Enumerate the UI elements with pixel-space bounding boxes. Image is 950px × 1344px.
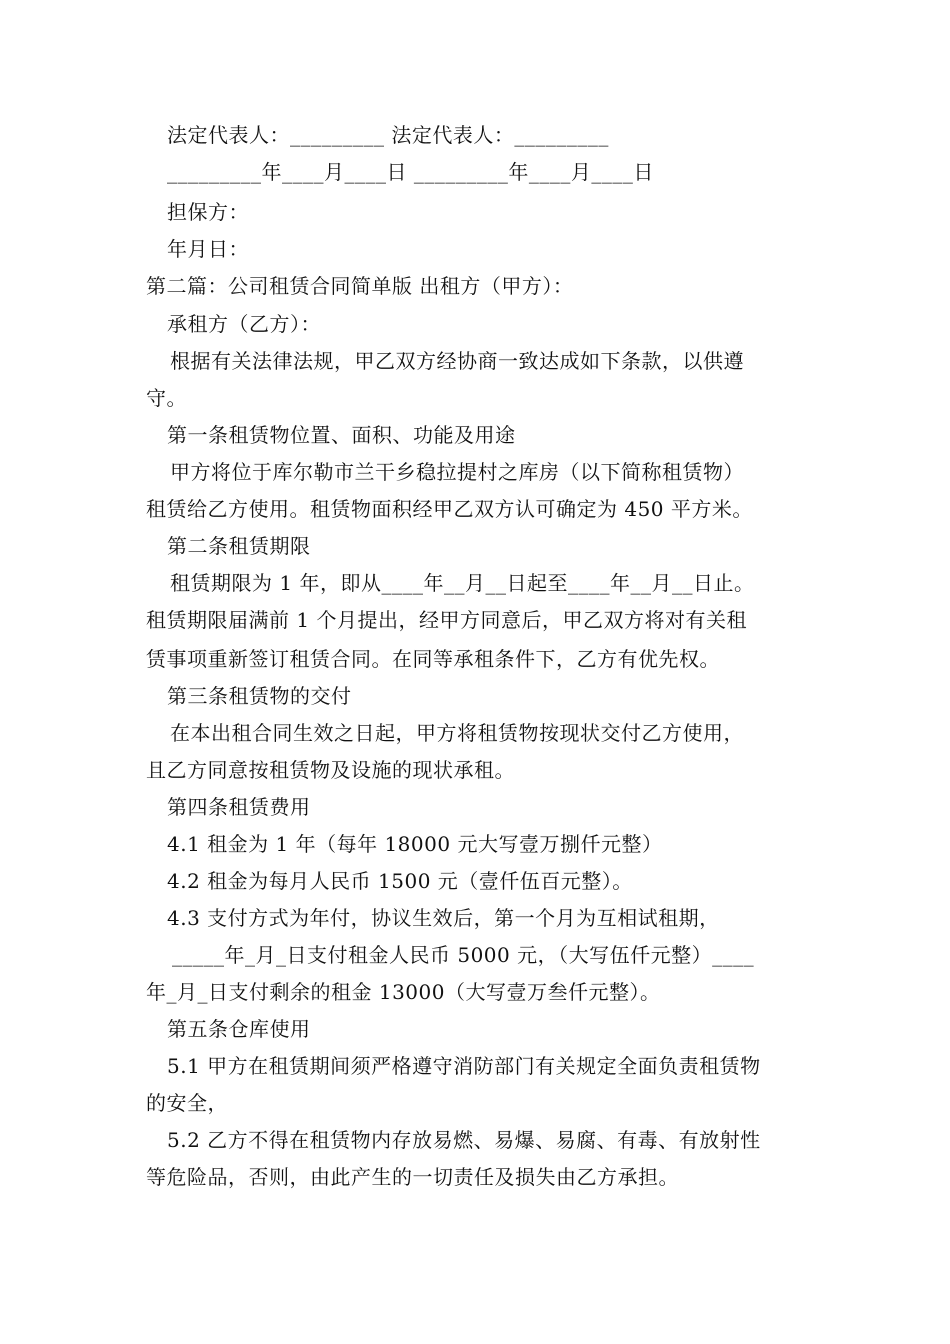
- clause-line: 5.2 乙方不得在租赁物内存放易燃、易爆、易腐、有毒、有放射性: [167, 1128, 761, 1152]
- date-line: _________年____月____日 _________年____月____日: [167, 160, 654, 184]
- paragraph-line: 租赁期限届满前 1 个月提出，经甲方同意后，甲乙双方将对有关租: [146, 608, 747, 632]
- guarantor-line: 担保方：: [167, 200, 249, 224]
- clause-line: 4.1 租金为 1 年（每年 18000 元大写壹万捌仟元整）: [167, 832, 663, 856]
- clause-line: 5.1 甲方在租赁期间须严格遵守消防部门有关规定全面负责租赁物: [167, 1054, 761, 1078]
- paragraph-line: 等危险品，否则，由此产生的一切责任及损失由乙方承担。: [146, 1165, 679, 1189]
- paragraph-line: 根据有关法律法规，甲乙双方经协商一致达成如下条款，以供遵: [170, 349, 744, 373]
- paragraph-line: 的安全，: [146, 1091, 228, 1115]
- clause-line: 4.2 租金为每月人民币 1500 元（壹仟伍百元整）。: [167, 869, 633, 893]
- clause-line: 4.3 支付方式为年付，协议生效后，第一个月为互相试租期，: [167, 906, 720, 930]
- article-heading: 第一条租赁物位置、面积、功能及用途: [167, 423, 516, 447]
- paragraph-line: 甲方将位于库尔勒市兰干乡稳拉提村之库房（以下简称租赁物）: [170, 460, 744, 484]
- article-heading: 第二条租赁期限: [167, 534, 311, 558]
- paragraph-line: 租赁期限为 1 年，即从____年__月__日起至____年__月__日止。: [170, 571, 755, 595]
- date-label-line: 年月日：: [167, 237, 249, 261]
- paragraph-line: 守。: [146, 386, 187, 410]
- signature-line: 法定代表人：_________ 法定代表人：_________: [167, 123, 609, 147]
- paragraph-line: 赁事项重新签订租赁合同。在同等承租条件下，乙方有优先权。: [146, 647, 720, 671]
- paragraph-line: 且乙方同意按租赁物及设施的现状承租。: [146, 758, 515, 782]
- paragraph-line: 年_月_日支付剩余的租金 13000（大写壹万叁仟元整）。: [146, 980, 661, 1004]
- article-heading: 第四条租赁费用: [167, 795, 311, 819]
- paragraph-line: _____年_月_日支付租金人民币 5000 元，（大写伍仟元整）____: [172, 943, 755, 967]
- section-heading: 第二篇：公司租赁合同简单版 出租方（甲方）：: [146, 274, 574, 298]
- lessee-line: 承租方（乙方）：: [167, 312, 321, 336]
- paragraph-line: 在本出租合同生效之日起，甲方将租赁物按现状交付乙方使用，: [170, 721, 744, 745]
- paragraph-line: 租赁给乙方使用。租赁物面积经甲乙双方认可确定为 450 平方米。: [146, 497, 753, 521]
- article-heading: 第三条租赁物的交付: [167, 684, 352, 708]
- article-heading: 第五条仓库使用: [167, 1017, 311, 1041]
